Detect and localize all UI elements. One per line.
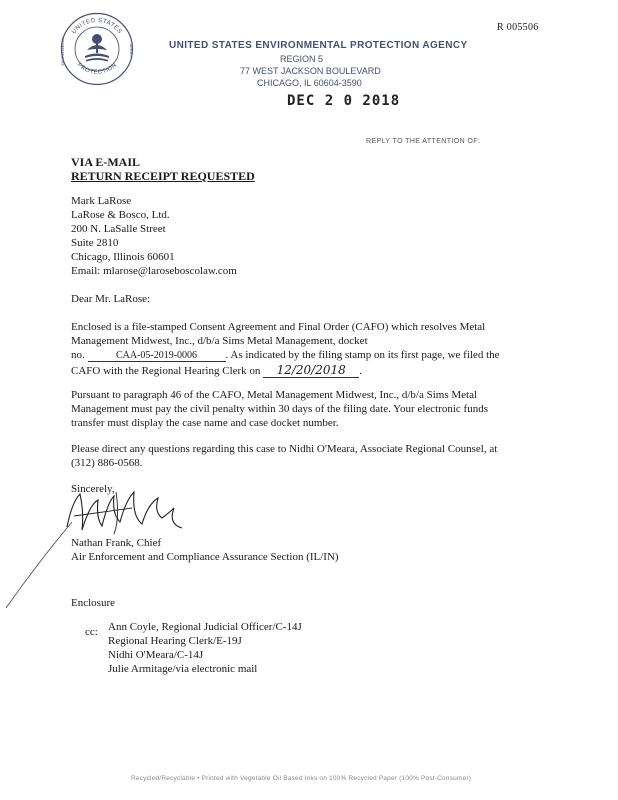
agency-name: UNITED STATES ENVIRONMENTAL PROTECTION AGENCY [169, 40, 468, 51]
paragraph-3-line-2: (312) 886-0568. [71, 457, 143, 469]
closing: Sincerely, [71, 483, 115, 495]
seal-bottom-text: PROTECTION [75, 62, 119, 76]
paragraph-3-line-1: Please direct any questions regarding this case to Nidhi O'Meara, Associate Regional Counsel, at [71, 443, 498, 455]
salutation: Dear Mr. LaRose: [71, 293, 151, 305]
docket-suffix-text: . As indicated by the filing stamp on its first page, we filed the [225, 349, 500, 361]
filed-date-prefix: CAFO with the Regional Hearing Clerk on [71, 365, 261, 377]
recipient-suite: Suite 2810 [71, 237, 119, 249]
seal-flower-emblem [85, 34, 109, 62]
agency-city: CHICAGO, IL 60604-3590 [257, 78, 362, 88]
svg-text:PROTECTION [76, 62, 119, 76]
recipient-firm: LaRose & Bosco, Ltd. [71, 209, 170, 221]
agency-street-address: 77 WEST JACKSON BOULEVARD [240, 66, 381, 76]
return-receipt-requested: RETURN RECEIPT REQUESTED [71, 169, 255, 183]
cc-recipient: Julie Armitage/via electronic mail [108, 663, 258, 675]
recipient-name: Mark LaRose [71, 195, 132, 207]
cc-recipient: Regional Hearing Clerk/E-19J [108, 635, 242, 647]
delivery-method: VIA E-MAIL [71, 155, 141, 169]
recipient-street: 200 N. LaSalle Street [71, 223, 166, 235]
seal-right-text: AGENCY [129, 43, 133, 59]
filed-date-handwritten: 12/20/2018 [263, 363, 359, 378]
docket-number: CAA-05-2019-0006 [88, 350, 226, 362]
paragraph-1-line-2: Management Midwest, Inc., d/b/a Sims Metal Management, docket [71, 335, 368, 347]
filed-date-suffix: . [359, 365, 362, 377]
signer-title: Air Enforcement and Compliance Assurance Section (IL/IN) [71, 551, 339, 563]
seal-left-text: ENVIRONMENTAL [61, 36, 65, 66]
epa-seal-logo [60, 12, 134, 86]
seal-top-text: UNITED STATES [71, 17, 123, 36]
docket-prefix: no. [71, 349, 85, 361]
recycled-paper-footer: Recycled/Recyclable • Printed with Vegetable Oil Based Inks on 100% Recycled Paper (100% Post-Consumer) [131, 775, 472, 782]
recipient-city: Chicago, Illinois 60601 [71, 251, 175, 263]
cc-recipient: Ann Coyle, Regional Judicial Officer/C-14J [108, 621, 302, 633]
paragraph-1-line-4 [71, 363, 362, 378]
reply-attention-line: REPLY TO THE ATTENTION OF: [366, 138, 481, 145]
paragraph-1-line-1: Enclosed is a file-stamped Consent Agreement and Final Order (CAFO) which resolves Metal [71, 321, 486, 333]
paragraph-2-line-2: Management must pay the civil penalty within 30 days of the filing date. Your electronic funds [71, 403, 488, 415]
paragraph-1-line-3 [71, 349, 500, 362]
region-label: REGION 5 [280, 54, 324, 64]
date-stamp: DEC 2 0 2018 [287, 93, 401, 109]
signer-name: Nathan Frank, Chief [71, 537, 162, 549]
cc-label: cc: [85, 626, 98, 638]
bates-number: R 005506 [497, 22, 539, 33]
margin-pen-stroke [0, 520, 75, 610]
enclosure-label: Enclosure [71, 597, 115, 609]
cc-recipient: Nidhi O'Meara/C-14J [108, 649, 204, 661]
paragraph-2-line-1: Pursuant to paragraph 46 of the CAFO, Metal Management Midwest, Inc., d/b/a Sims Metal [71, 389, 478, 401]
paragraph-2-line-3: transfer must display the case name and case docket number. [71, 417, 339, 429]
handwritten-signature [62, 482, 202, 542]
recipient-email: Email: mlarose@laroseboscolaw.com [71, 265, 237, 277]
